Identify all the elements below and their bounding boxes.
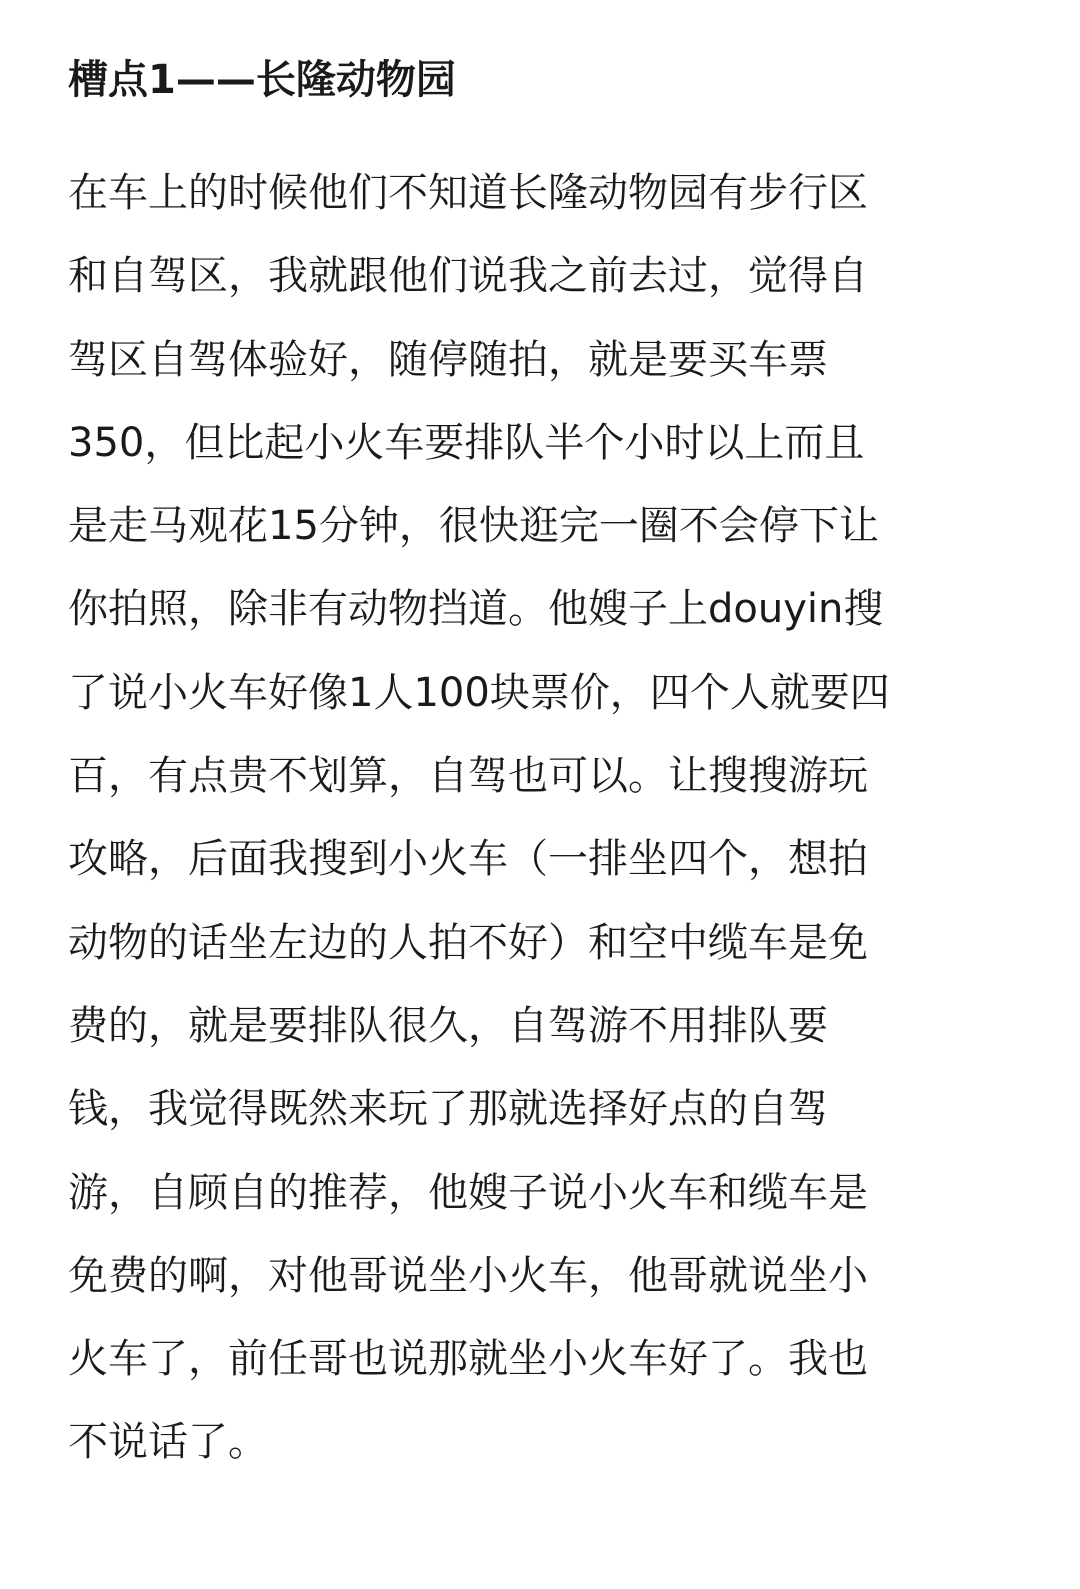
- body-line: 钱，我觉得既然来玩了那就选择好点的自驾: [68, 1086, 828, 1133]
- body-line: 攻略，后面我搜到小火车（一排坐四个，想拍: [68, 836, 868, 883]
- body-line: 百，有点贵不划算，自驾也可以。让搜搜游玩: [68, 753, 868, 800]
- body-line: 350，但比起小火车要排队半个小时以上而且: [68, 419, 865, 466]
- body-line: 不说话了。: [68, 1419, 268, 1466]
- body-line: 火车了，前任哥也说那就坐小火车好了。我也: [68, 1336, 868, 1383]
- body-line: 你拍照，除非有动物挡道。他嫂子上douyin搜: [68, 586, 884, 633]
- body-line: 游，自顾自的推荐，他嫂子说小火车和缆车是: [68, 1169, 868, 1216]
- body-line: 免费的啊，对他哥说坐小火车，他哥就说坐小: [68, 1252, 868, 1299]
- post-body: [68, 152, 1018, 1485]
- post-title: 槽点1——长隆动物园: [68, 57, 456, 103]
- body-line: 在车上的时候他们不知道长隆动物园有步行区: [68, 170, 868, 216]
- body-line: 驾区自驾体验好，随停随拍，就是要买车票: [68, 336, 828, 383]
- body-line: 动物的话坐左边的人拍不好）和空中缆车是免: [68, 919, 868, 966]
- body-line: 了说小火车好像1人100块票价，四个人就要四: [68, 669, 890, 716]
- body-line: 和自驾区，我就跟他们说我之前去过，觉得自: [68, 253, 868, 300]
- body-line: 费的，就是要排队很久，自驾游不用排队要: [68, 1002, 828, 1049]
- body-line: 是走马观花15分钟，很快逛完一圈不会停下让: [68, 503, 879, 550]
